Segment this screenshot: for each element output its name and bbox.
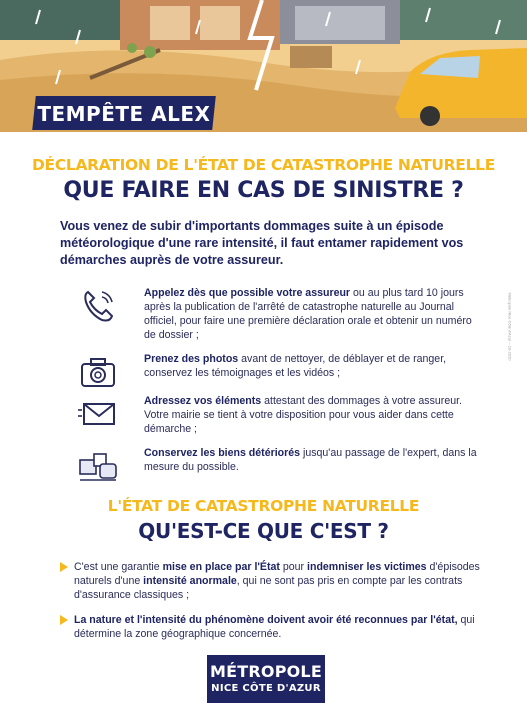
step-text: Appelez dès que possible votre assureur ou au plus tard 10 jours après la publication de l'arrêté de catastrophe naturelle au Journal officiel, pour faire une première déclaration orale et obtenir un numéro de dossier ; <box>144 287 472 341</box>
metropole-logo <box>207 655 325 703</box>
storm-illustration <box>0 0 527 132</box>
intro-paragraph: Vous venez de subir d'importants dommages suite à un épisode météorologique d'une rare intensité, il faut entamer rapidement vos démarches auprès de votre assureur. <box>60 219 464 267</box>
camera-icon <box>78 352 118 392</box>
storm-name-tag <box>32 96 216 130</box>
bullet-arrow-icon <box>60 615 68 625</box>
bullet-text: La nature et l'intensité du phénomène doivent avoir été reconnues par l'état, qui détermine la zone géographique concernée. <box>74 614 475 640</box>
step-text: Adressez vos éléments attestant des dommages à votre assureur. Votre mairie se tient à votre disposition pour vous aider dans cette démarche ; <box>144 395 462 435</box>
envelope-icon <box>78 394 118 434</box>
section2-kicker: L'ÉTAT DE CATASTROPHE NATURELLE <box>107 497 420 515</box>
step-text: Conservez les biens détériorés jusqu'au passage de l'expert, dans la mesure du possible. <box>144 447 477 473</box>
belongings-icon <box>78 446 118 486</box>
section1-kicker: DÉCLARATION DE L'ÉTAT DE CATASTROPHE NATURELLE <box>31 156 496 174</box>
logo-line2: NICE CÔTE D'AZUR <box>211 683 321 694</box>
section1-title: QUE FAIRE EN CAS DE SINISTRE ? <box>63 178 464 203</box>
bullet-arrow-icon <box>60 562 68 572</box>
section2-title: QU'EST-CE QUE C'EST ? <box>138 519 389 543</box>
storm-name: TEMPÊTE ALEX <box>37 102 211 126</box>
step-text: Prenez des photos avant de nettoyer, de déblayer et de ranger, conservez les témoignages et les vidéos ; <box>144 353 447 379</box>
phone-icon <box>78 286 118 326</box>
logo-line1: MÉTROPOLE <box>210 662 322 681</box>
bullet-text: C'est une garantie mise en place par l'État pour indemniser les victimes d'épisodes naturels d'une intensité anormale, qui ne sont pas pris en compte par les contrats d'assurance classiques ; <box>74 561 480 601</box>
side-note: Métropole Nice Côte d'Azur – 10-2020 <box>507 292 513 361</box>
